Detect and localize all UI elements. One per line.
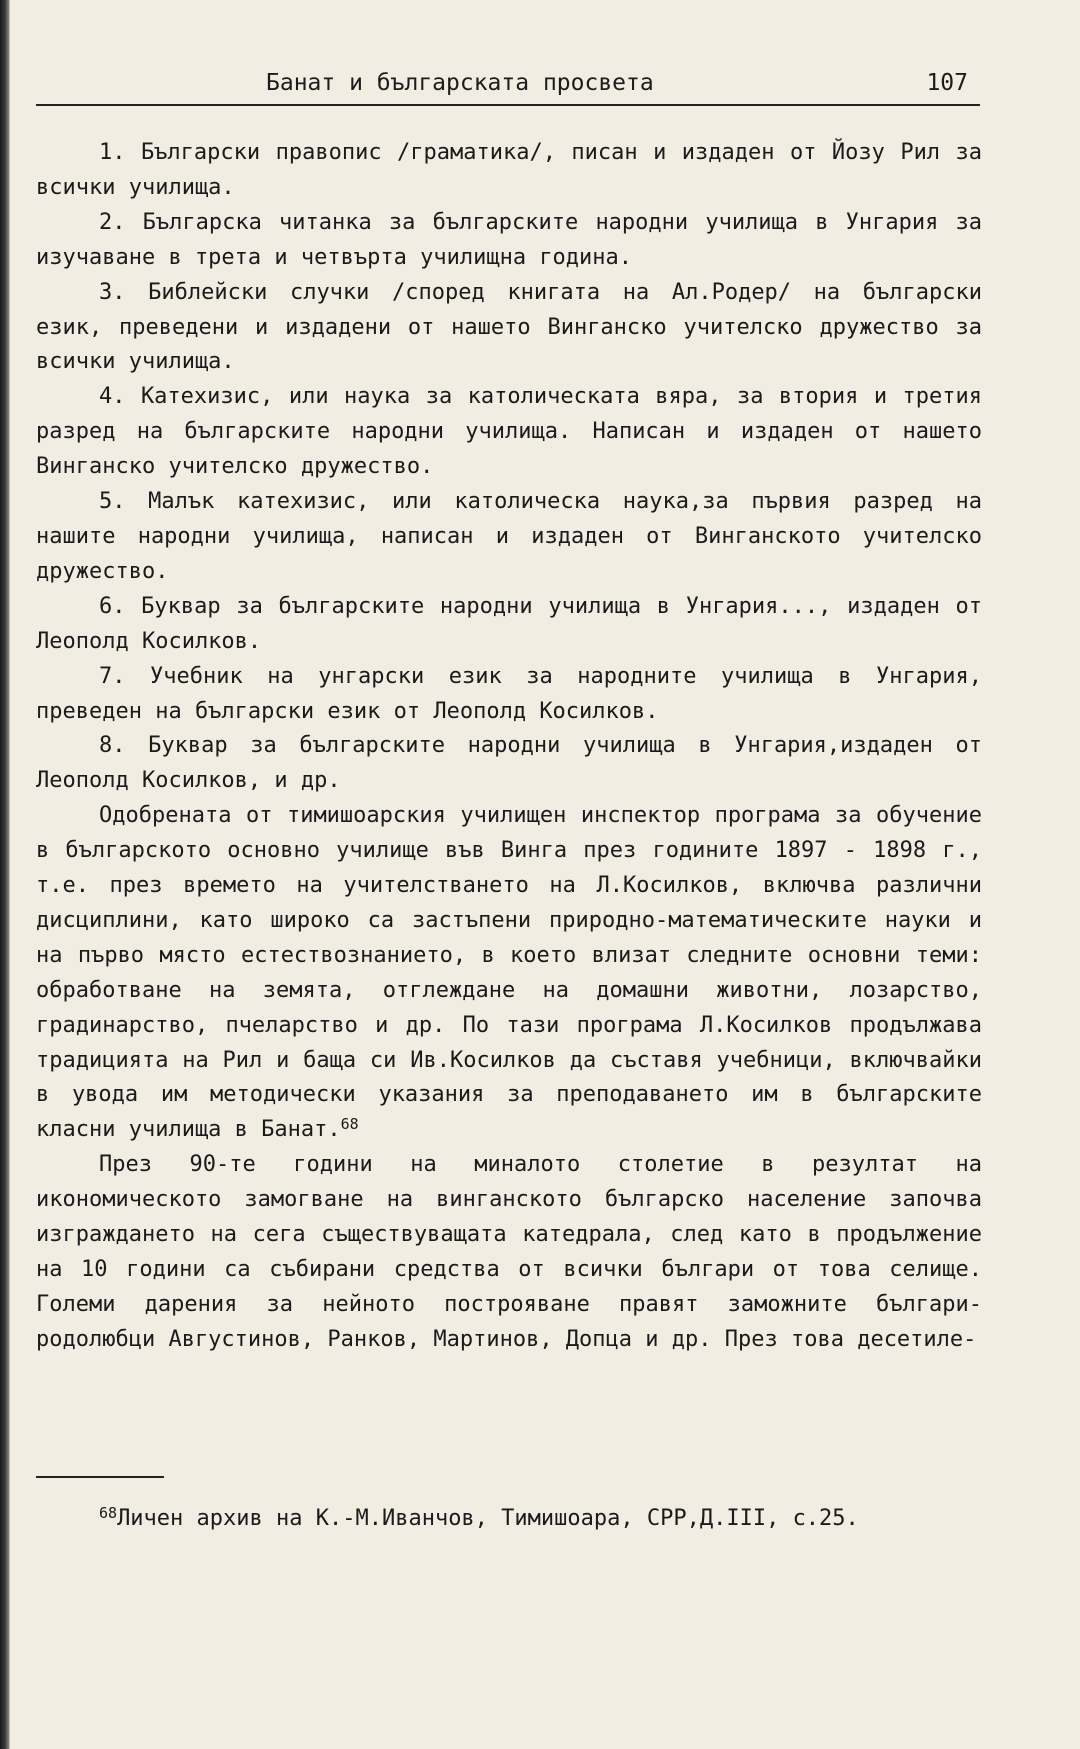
- footnote-number: 68: [99, 1504, 118, 1522]
- footnote-divider: [36, 1476, 164, 1478]
- list-item-7: 7. Учебник на унгарски език за народните училища в Унгария, преведен на български език от Леополд Косилков.: [36, 663, 982, 724]
- page-number: 107: [926, 70, 968, 96]
- paragraph-program: [36, 799, 982, 1148]
- paragraph-program-text: Одобрената от тимишоарския училищен инспектор програма за обучение в българското основно училище във Винга през годините 1897 - 1898 г., т.е. през времето на учителстването на Л.Косилков, включва различни дисциплини, като широко са застъпени природно-математическите науки и на първо място естествознанието, в което влизат следните основни теми: обработване на земята, отглеждане на домашни животни, лозарство, градинарство, пчеларство и др. По тази програма Л.Косилков продължава традицията на Рил и баща си Ив.Косилков да съставя учебници, включвайки в увода им методически указания за преподаването им в българските класни училища в Банат.: [36, 803, 982, 1143]
- running-title: Банат и българската просвета: [266, 70, 654, 96]
- paragraph-cathedral: През 90-те години на миналото столетие в резултат на икономическото замогване на винганското българско население започва изграждането на сега съществуващата катедрала, след като в продължение на 10 години са събирани средства от всички българи от това селище. Големи дарения за нейното построяване правят заможните българи-родолюбци Августинов, Ранков, Мартинов, Допца и др. През това десетиле-: [36, 1152, 982, 1352]
- list-item-5: 5. Малък катехизис, или католическа наука,за първия разред на нашите народни училища, написан и издаден от Винганското учителско дружество.: [36, 489, 982, 584]
- list-item-3: 3. Библейски случки /според книгата на Ал.Родер/ на български език, преведени и издадени от нашето Винганско учителско дружество за всички училища.: [36, 279, 982, 375]
- footnote-reference[interactable]: 68: [340, 1115, 359, 1134]
- list-item-4: 4. Катехизис, или наука за католическата вяра, за втория и третия разред на българските народни училища. Написан и издаден от нашето Винганско учителско дружество.: [36, 384, 982, 480]
- footnote-body: [36, 1502, 982, 1536]
- book-binding-edge: [0, 0, 10, 1749]
- list-item-6: 6. Буквар за българските народни училища в Унгария..., издаден от Леополд Косилков.: [36, 593, 982, 654]
- footnote: [36, 1502, 982, 1536]
- running-header: [36, 68, 980, 106]
- list-item-1: 1. Български правопис /граматика/, писан и издаден от Йозу Рил за всички училища.: [36, 140, 982, 200]
- list-item-2: 2. Българска читанка за българските народни училища в Унгария за изучаване в трета и четвърта училищна година.: [36, 209, 982, 270]
- list-item-8: 8. Буквар за българските народни училища в Унгария,издаден от Леополд Косилков, и др.: [36, 733, 982, 794]
- footnote-text: Личен архив на К.-М.Иванчов, Тимишоара, СРР,Д.III, с.25.: [117, 1506, 859, 1531]
- body-text: [36, 136, 982, 1358]
